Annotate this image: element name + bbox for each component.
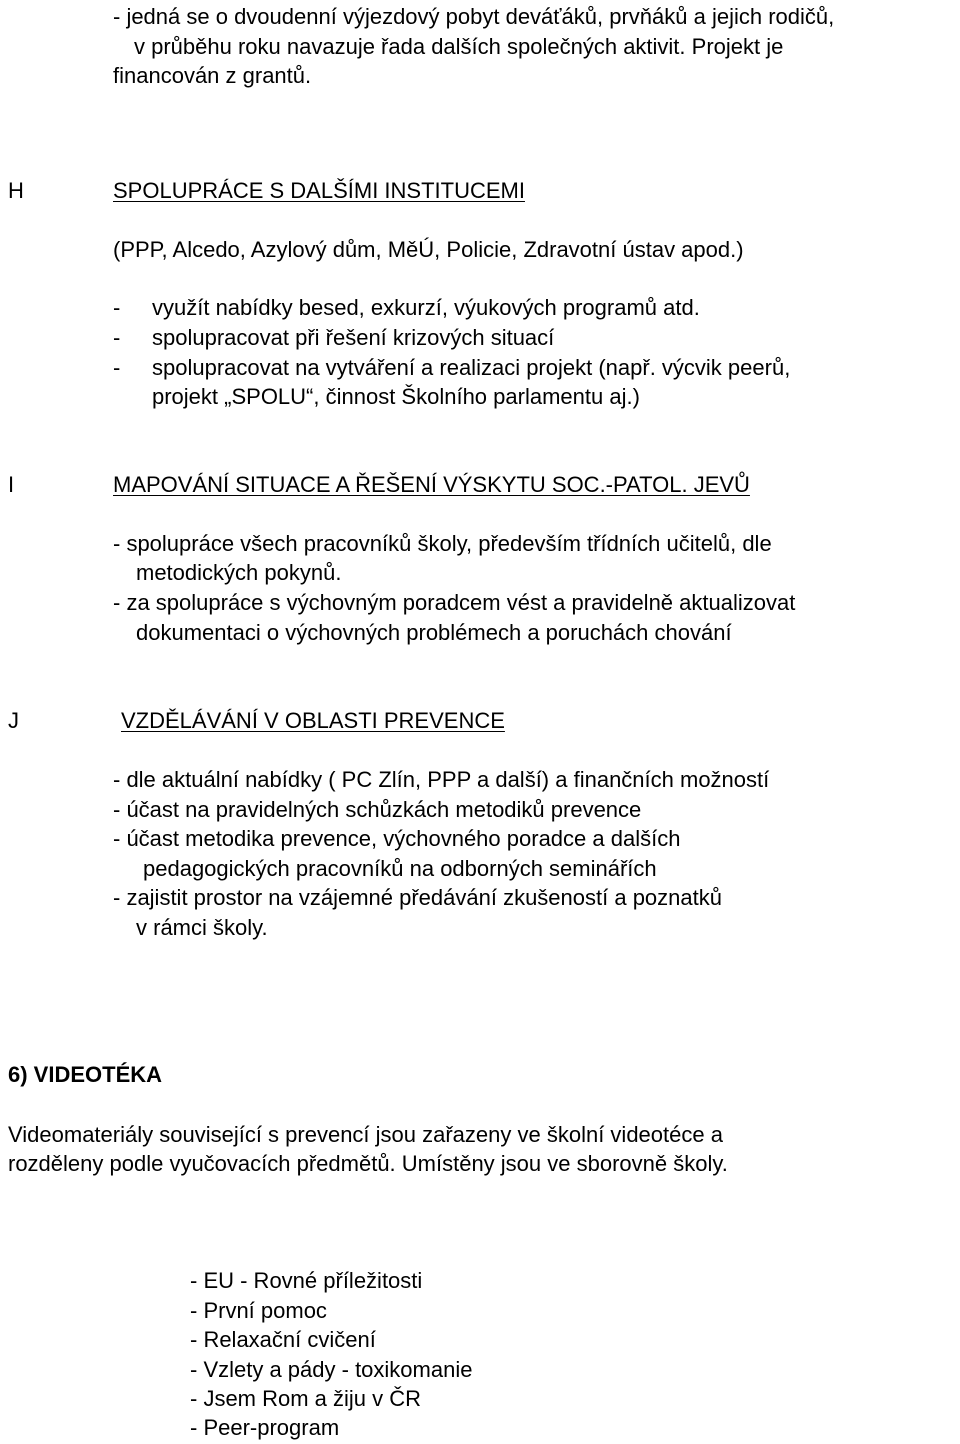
section-h-item-1-dash: - — [113, 295, 121, 320]
videoteka-list-item: - Peer-program — [190, 1415, 340, 1440]
intro-line-1: - jedná se o dvoudenní výjezdový pobyt deváťáků, prvňáků a jejich rodičů, — [113, 4, 835, 29]
section-j-title: VZDĚLÁVÁNÍ V OBLASTI PREVENCE — [121, 708, 505, 733]
section-h-item-3-dash: - — [113, 355, 121, 380]
videoteka-list-item: - Jsem Rom a žiju v ČR — [190, 1386, 422, 1411]
section-i-item-1-line-1: - spolupráce všech pracovníků školy, především třídních učitelů, dle — [113, 531, 772, 556]
videoteka-paragraph-line-1: Videomateriály související s prevencí jsou zařazeny ve školní videotéce a — [8, 1122, 723, 1147]
section-j-item-2: - účast na pravidelných schůzkách metodiků prevence — [113, 797, 642, 822]
section-h-letter: H — [8, 178, 24, 203]
videoteka-list-item: - První pomoc — [190, 1298, 327, 1323]
section-h-title: SPOLUPRÁCE S DALŠÍMI INSTITUCEMI — [113, 178, 525, 203]
section-i-letter: I — [8, 472, 15, 497]
section-i-item-1-line-2: metodických pokynů. — [136, 560, 342, 585]
videoteka-paragraph-line-2: rozděleny podle vyučovacích předmětů. Umístěny jsou ve sborovně školy. — [8, 1151, 728, 1176]
section-h-item-3: spolupracovat na vytváření a realizaci projekt (např. výcvik peerů, — [152, 355, 791, 380]
section-j-item-3-line-1: - účast metodika prevence, výchovného poradce a dalších — [113, 826, 681, 851]
section-j-item-4-line-2: v rámci školy. — [136, 915, 268, 940]
section-h-item-1: využít nabídky besed, exkurzí, výukových programů atd. — [152, 295, 700, 320]
section-j-item-1: - dle aktuální nabídky ( PC Zlín, PPP a další) a finančních možností — [113, 767, 770, 792]
section-i-title: MAPOVÁNÍ SITUACE A ŘEŠENÍ VÝSKYTU SOC.-PATOL. JEVŮ — [113, 472, 750, 497]
section-h-item-2: spolupracovat při řešení krizových situací — [152, 325, 555, 350]
section-i-item-2-line-2: dokumentaci o výchovných problémech a poruchách chování — [136, 620, 732, 645]
section-h-item-2-dash: - — [113, 325, 121, 350]
videoteka-list-item: - Relaxační cvičení — [190, 1327, 376, 1352]
section-h-subtitle: (PPP, Alcedo, Azylový dům, MěÚ, Policie, Zdravotní ústav apod.) — [113, 237, 744, 262]
videoteka-list-item: - Vzlety a pády - toxikomanie — [190, 1357, 473, 1382]
section-h-item-3-cont: projekt „SPOLU“, činnost Školního parlamentu aj.) — [152, 384, 640, 409]
section-j-letter: J — [8, 708, 19, 733]
videoteka-heading: 6) VIDEOTÉKA — [8, 1062, 163, 1087]
section-i-item-2-line-1: - za spolupráce s výchovným poradcem vést a pravidelně aktualizovat — [113, 590, 796, 615]
intro-line-2: v průběhu roku navazuje řada dalších společných aktivit. Projekt je — [134, 34, 784, 59]
intro-line-3: financován z grantů. — [113, 63, 312, 88]
section-j-item-4-line-1: - zajistit prostor na vzájemné předávání zkušeností a poznatků — [113, 885, 722, 910]
section-j-item-3-line-2: pedagogických pracovníků na odborných seminářích — [143, 856, 657, 881]
videoteka-list-item: - EU - Rovné příležitosti — [190, 1268, 423, 1293]
